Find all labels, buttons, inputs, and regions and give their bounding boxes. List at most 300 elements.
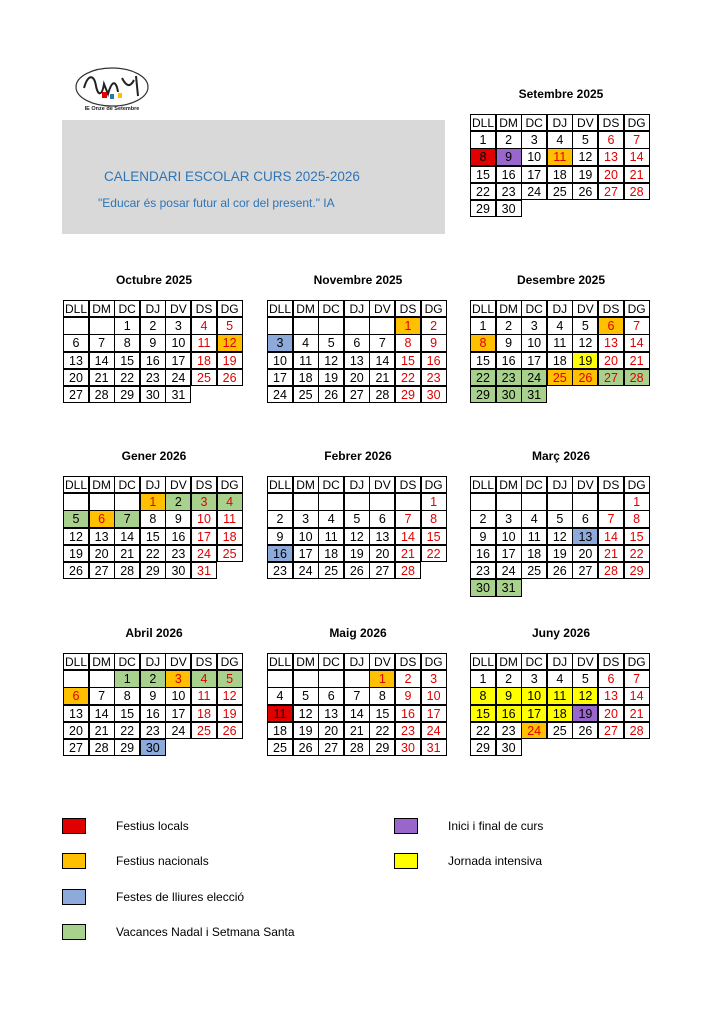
- day-cell: 25: [217, 545, 243, 562]
- day-cell: 20: [318, 722, 344, 739]
- day-cell: 1: [395, 317, 421, 334]
- day-cell: 3: [496, 510, 522, 527]
- day-cell: 12: [217, 334, 243, 351]
- weekday-header: DLL: [268, 302, 291, 316]
- day-cell: 30: [421, 386, 447, 403]
- day-cell: 19: [344, 545, 370, 562]
- day-cell: 25: [191, 369, 217, 386]
- day-cell: 16: [140, 352, 166, 369]
- day-cell: 20: [63, 369, 89, 386]
- day-cell: 19: [572, 352, 598, 369]
- day-cell: 10: [521, 334, 547, 351]
- weekday-header: DC: [114, 653, 140, 670]
- day-cell: 7: [114, 510, 140, 527]
- day-cell: 9: [140, 687, 166, 704]
- day-cell: 23: [496, 369, 522, 386]
- day-cell: 13: [598, 148, 624, 165]
- day-cell: 11: [267, 705, 293, 722]
- weekday-header: DLL: [471, 116, 494, 130]
- day-cell: 1: [114, 670, 140, 687]
- day-cell: 22: [421, 545, 447, 562]
- day-cell: 6: [89, 510, 115, 527]
- day-cell: 6: [63, 687, 89, 704]
- day-cell: 3: [165, 317, 191, 334]
- day-cell: 5: [572, 131, 598, 148]
- day-cell: 17: [521, 166, 547, 183]
- day-cell: 7: [395, 510, 421, 527]
- day-cell: 8: [624, 510, 650, 527]
- day-cell: 3: [267, 334, 293, 351]
- day-cell: 18: [217, 528, 243, 545]
- day-cell: 19: [217, 705, 243, 722]
- day-cell: 27: [89, 562, 115, 579]
- day-cell: 15: [140, 528, 166, 545]
- day-cell: 26: [572, 369, 598, 386]
- day-cell: 16: [395, 705, 421, 722]
- empty-cell: [496, 493, 522, 510]
- empty-cell: [344, 670, 370, 687]
- day-cell: 9: [140, 334, 166, 351]
- weekday-header: DS: [598, 653, 624, 670]
- legend-swatch: [394, 818, 418, 834]
- day-cell: 18: [293, 369, 319, 386]
- weekday-header: DM: [293, 476, 319, 493]
- day-cell: 13: [63, 352, 89, 369]
- day-cell: 25: [267, 739, 293, 756]
- weekday-header: DS: [191, 476, 217, 493]
- month-title: Desembre 2025: [516, 273, 606, 287]
- day-cell: 2: [470, 510, 496, 527]
- day-cell: 20: [369, 545, 395, 562]
- day-cell: 22: [114, 369, 140, 386]
- day-cell: 20: [598, 705, 624, 722]
- day-cell: 12: [344, 528, 370, 545]
- day-cell: 18: [267, 722, 293, 739]
- day-cell: 29: [114, 739, 140, 756]
- day-cell: 11: [547, 334, 573, 351]
- day-cell: 22: [624, 545, 650, 562]
- empty-cell: [293, 317, 319, 334]
- day-cell: 29: [369, 739, 395, 756]
- day-cell: 8: [114, 334, 140, 351]
- month-title: Maig 2026: [329, 626, 387, 640]
- day-cell: 29: [470, 200, 496, 217]
- day-cell: 14: [114, 528, 140, 545]
- day-cell: 28: [624, 722, 650, 739]
- day-cell: 24: [165, 369, 191, 386]
- legend-swatch: [394, 853, 418, 869]
- day-cell: 23: [140, 369, 166, 386]
- day-cell: 12: [293, 705, 319, 722]
- day-cell: 4: [547, 670, 573, 687]
- day-cell: 6: [598, 670, 624, 687]
- empty-cell: [114, 493, 140, 510]
- day-cell: 29: [624, 562, 650, 579]
- day-cell: 15: [421, 528, 447, 545]
- day-cell: 18: [318, 545, 344, 562]
- day-cell: 1: [470, 670, 496, 687]
- weekday-header: DV: [369, 300, 395, 317]
- day-cell: 8: [470, 148, 496, 165]
- weekday-header: DJ: [140, 476, 166, 493]
- day-cell: 15: [624, 528, 650, 545]
- day-cell: 15: [114, 352, 140, 369]
- day-cell: 24: [421, 722, 447, 739]
- day-cell: 21: [624, 166, 650, 183]
- day-cell: 12: [547, 528, 573, 545]
- month-calendar: [470, 625, 652, 755]
- day-cell: 4: [191, 317, 217, 334]
- day-cell: 31: [165, 386, 191, 403]
- legend-label: Festius locals: [116, 819, 189, 833]
- day-cell: 23: [496, 183, 522, 200]
- day-cell: 13: [344, 352, 370, 369]
- calendar-motto: "Educar és posar futur al cor del present." IA: [98, 196, 335, 210]
- day-cell: 22: [369, 722, 395, 739]
- weekday-header: DS: [191, 300, 217, 317]
- day-cell: 2: [140, 670, 166, 687]
- day-cell: 17: [496, 545, 522, 562]
- day-cell: 24: [165, 722, 191, 739]
- day-cell: 12: [572, 148, 598, 165]
- day-cell: 10: [267, 352, 293, 369]
- day-cell: 3: [521, 317, 547, 334]
- weekday-header: DM: [496, 476, 522, 493]
- day-cell: 18: [547, 705, 573, 722]
- month-calendar: [63, 272, 245, 402]
- weekday-header: DG: [421, 653, 447, 670]
- weekday-header: DC: [521, 653, 547, 670]
- day-cell: 17: [267, 369, 293, 386]
- day-cell: 12: [318, 352, 344, 369]
- empty-cell: [267, 493, 293, 510]
- empty-cell: [598, 493, 624, 510]
- day-cell: 9: [421, 334, 447, 351]
- day-cell: 28: [598, 562, 624, 579]
- weekday-header: DV: [572, 653, 598, 670]
- day-cell: 28: [395, 562, 421, 579]
- day-cell: 17: [191, 528, 217, 545]
- day-cell: 23: [165, 545, 191, 562]
- weekday-header: DG: [624, 300, 650, 317]
- day-cell: 25: [547, 369, 573, 386]
- weekday-header: DLL: [471, 655, 494, 669]
- weekday-header: DJ: [547, 476, 573, 493]
- weekday-header: DJ: [547, 653, 573, 670]
- day-cell: 7: [369, 334, 395, 351]
- day-cell: 4: [547, 131, 573, 148]
- weekday-header: DV: [165, 476, 191, 493]
- day-cell: 5: [547, 510, 573, 527]
- day-cell: 20: [344, 369, 370, 386]
- legend-swatch: [62, 889, 86, 905]
- day-cell: 16: [165, 528, 191, 545]
- weekday-header: DG: [217, 300, 243, 317]
- empty-cell: [318, 493, 344, 510]
- empty-cell: [267, 317, 293, 334]
- month-calendar: [63, 625, 245, 755]
- day-cell: 8: [369, 687, 395, 704]
- day-cell: 26: [572, 183, 598, 200]
- day-cell: 11: [293, 352, 319, 369]
- month-calendar: [267, 272, 449, 402]
- weekday-header: DM: [89, 300, 115, 317]
- weekday-header: DLL: [268, 655, 291, 669]
- day-cell: 29: [140, 562, 166, 579]
- day-cell: 11: [547, 687, 573, 704]
- day-cell: 12: [572, 687, 598, 704]
- day-cell: 28: [624, 183, 650, 200]
- empty-cell: [63, 493, 89, 510]
- day-cell: 21: [114, 545, 140, 562]
- day-cell: 8: [470, 687, 496, 704]
- school-logo: [74, 66, 150, 112]
- day-cell: 16: [496, 352, 522, 369]
- day-cell: 18: [547, 166, 573, 183]
- day-cell: 27: [344, 386, 370, 403]
- day-cell: 14: [89, 705, 115, 722]
- weekday-header: DS: [395, 653, 421, 670]
- weekday-header: DLL: [64, 655, 87, 669]
- day-cell: 2: [421, 317, 447, 334]
- day-cell: 4: [191, 670, 217, 687]
- day-cell: 17: [165, 705, 191, 722]
- day-cell: 26: [293, 739, 319, 756]
- day-cell: 15: [395, 352, 421, 369]
- day-cell: 20: [598, 352, 624, 369]
- day-cell: 30: [395, 739, 421, 756]
- day-cell: 3: [521, 131, 547, 148]
- day-cell: 4: [318, 510, 344, 527]
- day-cell: 7: [344, 687, 370, 704]
- calendar-title: CALENDARI ESCOLAR CURS 2025-2026: [104, 169, 360, 184]
- empty-cell: [63, 670, 89, 687]
- day-cell: 27: [369, 562, 395, 579]
- weekday-header: DG: [421, 476, 447, 493]
- day-cell: 9: [267, 528, 293, 545]
- empty-cell: [318, 670, 344, 687]
- empty-cell: [344, 317, 370, 334]
- day-cell: 11: [318, 528, 344, 545]
- legend-swatch: [62, 924, 86, 940]
- day-cell: 23: [395, 722, 421, 739]
- day-cell: 2: [267, 510, 293, 527]
- day-cell: 13: [89, 528, 115, 545]
- day-cell: 18: [191, 352, 217, 369]
- weekday-header: DV: [165, 653, 191, 670]
- day-cell: 19: [318, 369, 344, 386]
- day-cell: 17: [521, 705, 547, 722]
- day-cell: 13: [318, 705, 344, 722]
- day-cell: 22: [470, 183, 496, 200]
- day-cell: 6: [318, 687, 344, 704]
- day-cell: 15: [470, 352, 496, 369]
- day-cell: 22: [470, 369, 496, 386]
- day-cell: 5: [318, 334, 344, 351]
- weekday-header: DJ: [344, 300, 370, 317]
- day-cell: 7: [624, 670, 650, 687]
- month-title: Octubre 2025: [115, 273, 193, 287]
- day-cell: 21: [395, 545, 421, 562]
- day-cell: 1: [470, 317, 496, 334]
- day-cell: 27: [63, 739, 89, 756]
- day-cell: 1: [140, 493, 166, 510]
- day-cell: 14: [395, 528, 421, 545]
- day-cell: 28: [89, 386, 115, 403]
- weekday-header: DM: [293, 653, 319, 670]
- day-cell: 16: [470, 545, 496, 562]
- day-cell: 4: [267, 687, 293, 704]
- month-calendar: [267, 448, 449, 578]
- day-cell: 27: [63, 386, 89, 403]
- day-cell: 14: [624, 334, 650, 351]
- day-cell: 7: [598, 510, 624, 527]
- day-cell: 29: [395, 386, 421, 403]
- day-cell: 24: [293, 562, 319, 579]
- day-cell: 18: [521, 545, 547, 562]
- weekday-header: DM: [89, 653, 115, 670]
- day-cell: 2: [395, 670, 421, 687]
- day-cell: 4: [293, 334, 319, 351]
- month-title: Gener 2026: [121, 449, 187, 463]
- day-cell: 26: [547, 562, 573, 579]
- day-cell: 13: [63, 705, 89, 722]
- day-cell: 17: [293, 545, 319, 562]
- month-title: Abril 2026: [125, 626, 183, 640]
- day-cell: 31: [521, 386, 547, 403]
- weekday-header: DLL: [471, 478, 494, 492]
- day-cell: 4: [521, 510, 547, 527]
- day-cell: 28: [344, 739, 370, 756]
- day-cell: 25: [521, 562, 547, 579]
- month-calendar: [470, 272, 652, 402]
- day-cell: 9: [165, 510, 191, 527]
- day-cell: 26: [217, 722, 243, 739]
- day-cell: 26: [217, 369, 243, 386]
- weekday-header: DC: [318, 653, 344, 670]
- day-cell: 6: [598, 317, 624, 334]
- day-cell: 12: [572, 334, 598, 351]
- day-cell: 8: [421, 510, 447, 527]
- empty-cell: [521, 493, 547, 510]
- day-cell: 11: [191, 687, 217, 704]
- day-cell: 10: [191, 510, 217, 527]
- day-cell: 24: [521, 183, 547, 200]
- day-cell: 19: [572, 166, 598, 183]
- day-cell: 3: [421, 670, 447, 687]
- day-cell: 7: [89, 334, 115, 351]
- weekday-header: DJ: [344, 476, 370, 493]
- weekday-header: DC: [114, 476, 140, 493]
- day-cell: 4: [217, 493, 243, 510]
- weekday-header: DS: [395, 300, 421, 317]
- month-title: Juny 2026: [531, 626, 591, 640]
- weekday-header: DV: [572, 476, 598, 493]
- day-cell: 1: [369, 670, 395, 687]
- weekday-header: DG: [624, 653, 650, 670]
- day-cell: 5: [293, 687, 319, 704]
- empty-cell: [344, 493, 370, 510]
- day-cell: 26: [572, 722, 598, 739]
- day-cell: 5: [344, 510, 370, 527]
- weekday-header: DM: [89, 476, 115, 493]
- weekday-header: DG: [624, 476, 650, 493]
- day-cell: 16: [140, 705, 166, 722]
- day-cell: 2: [140, 317, 166, 334]
- day-cell: 29: [470, 386, 496, 403]
- day-cell: 9: [496, 148, 522, 165]
- day-cell: 20: [598, 166, 624, 183]
- weekday-header: DJ: [547, 300, 573, 317]
- day-cell: 21: [369, 369, 395, 386]
- weekday-header: DC: [521, 114, 547, 131]
- day-cell: 7: [624, 131, 650, 148]
- day-cell: 23: [496, 722, 522, 739]
- day-cell: 25: [547, 722, 573, 739]
- day-cell: 31: [496, 579, 522, 596]
- day-cell: 13: [572, 528, 598, 545]
- day-cell: 17: [521, 352, 547, 369]
- day-cell: 22: [140, 545, 166, 562]
- day-cell: 24: [191, 545, 217, 562]
- month-calendar: [267, 625, 449, 755]
- day-cell: 5: [572, 317, 598, 334]
- title-banner: [62, 120, 445, 234]
- day-cell: 11: [521, 528, 547, 545]
- day-cell: 3: [521, 670, 547, 687]
- day-cell: 10: [521, 687, 547, 704]
- day-cell: 13: [369, 528, 395, 545]
- weekday-header: DG: [624, 114, 650, 131]
- day-cell: 2: [496, 670, 522, 687]
- weekday-header: DM: [496, 300, 522, 317]
- empty-cell: [318, 317, 344, 334]
- month-title: Març 2026: [531, 449, 591, 463]
- day-cell: 16: [267, 545, 293, 562]
- empty-cell: [89, 493, 115, 510]
- month-calendar: [470, 448, 652, 596]
- day-cell: 13: [598, 687, 624, 704]
- weekday-header: DS: [598, 114, 624, 131]
- day-cell: 12: [217, 687, 243, 704]
- day-cell: 11: [547, 148, 573, 165]
- day-cell: 30: [140, 386, 166, 403]
- day-cell: 19: [572, 705, 598, 722]
- day-cell: 18: [547, 352, 573, 369]
- day-cell: 2: [496, 317, 522, 334]
- day-cell: 30: [496, 739, 522, 756]
- day-cell: 14: [369, 352, 395, 369]
- day-cell: 19: [63, 545, 89, 562]
- day-cell: 29: [114, 386, 140, 403]
- empty-cell: [267, 670, 293, 687]
- weekday-header: DJ: [547, 114, 573, 131]
- weekday-header: DJ: [140, 300, 166, 317]
- day-cell: 3: [293, 510, 319, 527]
- day-cell: 28: [114, 562, 140, 579]
- day-cell: 30: [496, 386, 522, 403]
- day-cell: 21: [624, 352, 650, 369]
- month-title: Febrer 2026: [324, 449, 392, 463]
- weekday-header: DJ: [344, 653, 370, 670]
- day-cell: 8: [395, 334, 421, 351]
- day-cell: 14: [624, 687, 650, 704]
- weekday-header: DC: [521, 476, 547, 493]
- day-cell: 11: [191, 334, 217, 351]
- day-cell: 9: [470, 528, 496, 545]
- day-cell: 20: [89, 545, 115, 562]
- day-cell: 6: [63, 334, 89, 351]
